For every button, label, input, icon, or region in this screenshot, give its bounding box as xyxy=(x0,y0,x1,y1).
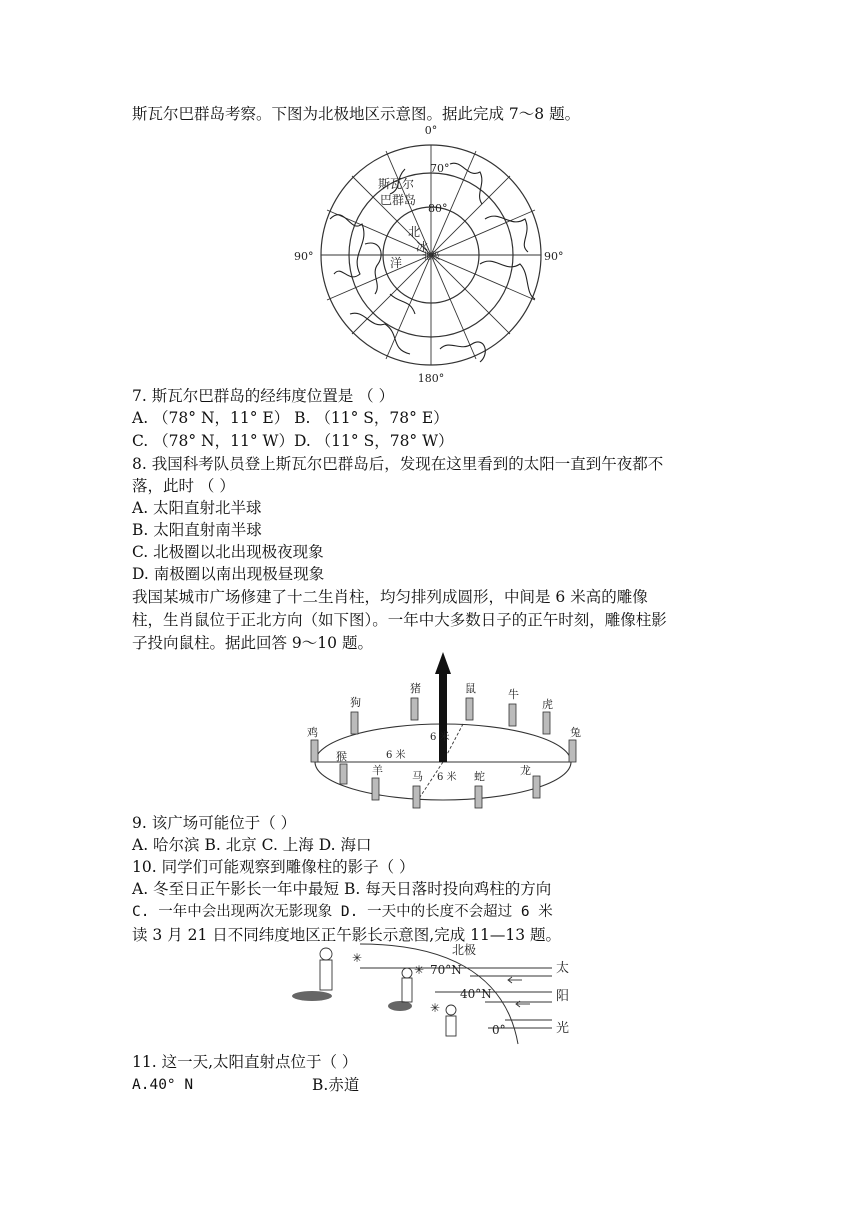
pillar-monkey-label: 猴 xyxy=(336,750,347,763)
q11-option-a: A.40° N xyxy=(132,1077,194,1093)
ocean-label-3: 洋 xyxy=(390,256,403,270)
q9-stem: 9. 该广场可能位于（ ） xyxy=(132,814,297,832)
lat-70-label: 70° xyxy=(430,162,450,175)
pillar-rat-label: 鼠 xyxy=(465,682,476,695)
q10-stem: 10. 同学们可能观察到雕像柱的影子（ ） xyxy=(132,858,415,876)
sunlight-label-2: 阳 xyxy=(556,989,570,1004)
q8-option-c: C. 北极圈以北出现极夜现象 xyxy=(132,543,324,561)
pillar-sheep-label: 羊 xyxy=(372,764,383,777)
pillar-rabbit-label: 兔 xyxy=(570,726,581,739)
svg-text:✳: ✳ xyxy=(414,963,425,977)
intro-text: 斯瓦尔巴群岛考察。下图为北极地区示意图。据此完成 7～8 题。 xyxy=(132,105,581,123)
q10-options-row1: A. 冬至日正午影长一年中最短 B. 每天日落时投向鸡柱的方向 xyxy=(132,880,552,898)
q7-options-row1: A. （78° N，11° E） B. （11° S，78° E） xyxy=(132,409,449,427)
pillar-rooster-label: 鸡 xyxy=(307,726,318,739)
passage3: 读 3 月 21 日不同纬度地区正午影长示意图,完成 11—13 题。 xyxy=(132,926,562,944)
lat-0-label: 0° xyxy=(492,1023,506,1037)
zodiac-pillars-figure xyxy=(300,650,595,810)
island-label-2: 巴群岛 xyxy=(380,193,417,207)
lat-40n-label: 40°N xyxy=(460,987,492,1001)
lat-80-label: 80° xyxy=(428,202,448,215)
island-label-1: 斯瓦尔 xyxy=(378,177,415,191)
pillar-horse-label: 马 xyxy=(412,770,423,783)
q8-option-d: D. 南极圈以南出现极昼现象 xyxy=(132,565,325,583)
q8-option-a: A. 太阳直射北半球 xyxy=(132,499,262,517)
passage2-line2: 柱，生肖鼠位于正北方向（如下图）。一年中大多数日子的正午时刻，雕像柱影 xyxy=(132,611,667,629)
lon-180-label: 180° xyxy=(417,372,445,385)
q7-stem: 7. 斯瓦尔巴群岛的经纬度位置是 （ ） xyxy=(132,387,395,405)
north-pole-label: 北极 xyxy=(452,943,477,957)
pillar-pig-label: 猪 xyxy=(410,682,421,695)
q9-options: A. 哈尔滨 B. 北京 C. 上海 D. 海口 xyxy=(132,836,372,854)
pillar-ox-label: 牛 xyxy=(508,688,519,701)
statue-height-label: 6 米 xyxy=(430,732,450,743)
q8-option-b: B. 太阳直射南半球 xyxy=(132,521,262,539)
svg-text:✳: ✳ xyxy=(352,951,363,965)
q8-stem-1: 8. 我国科考队员登上斯瓦尔巴群岛后，发现在这里看到的太阳一直到午夜都不 xyxy=(132,455,664,473)
arctic-polar-map xyxy=(290,124,572,386)
noon-shadow-figure xyxy=(290,940,580,1050)
q10-options-row2: C. 一年中会出现两次无影现象 D. 一天中的长度不会超过 6 米 xyxy=(132,904,553,920)
lon-90w-label: 90° xyxy=(294,250,314,263)
pillar-dog-label: 狗 xyxy=(350,696,361,709)
pillar-dragon-label: 龙 xyxy=(520,764,531,777)
ocean-label-2: 冰 xyxy=(416,240,429,254)
q11-stem: 11. 这一天,太阳直射点位于（ ） xyxy=(132,1053,358,1071)
q7-options-row2: C. （78° N，11° W）D. （11° S，78° W） xyxy=(132,432,454,450)
pole-label: 北极 xyxy=(422,252,441,262)
lon-0-label: 0° xyxy=(424,124,438,137)
radius-label-west: 6 米 xyxy=(386,750,406,761)
pillar-tiger-label: 虎 xyxy=(542,698,553,711)
passage2-line1: 我国某城市广场修建了十二生肖柱，均匀排列成圆形，中间是 6 米高的雕像 xyxy=(132,588,648,606)
sunlight-label-1: 太 xyxy=(556,961,570,976)
sunlight-label-3: 光 xyxy=(556,1021,570,1036)
lat-70n-label: 70°N xyxy=(430,963,462,977)
lon-90e-label: 90° xyxy=(544,250,564,263)
pillar-snake-label: 蛇 xyxy=(474,770,485,783)
q11-option-b: B.赤道 xyxy=(312,1076,360,1094)
q8-stem-2: 落，此时 （ ） xyxy=(132,477,235,495)
svg-text:✳: ✳ xyxy=(430,1001,441,1015)
ocean-label-1: 北 xyxy=(408,225,421,239)
radius-label-south: 6 米 xyxy=(437,772,457,783)
passage2-line3: 子投向鼠柱。据此回答 9～10 题。 xyxy=(132,634,373,652)
